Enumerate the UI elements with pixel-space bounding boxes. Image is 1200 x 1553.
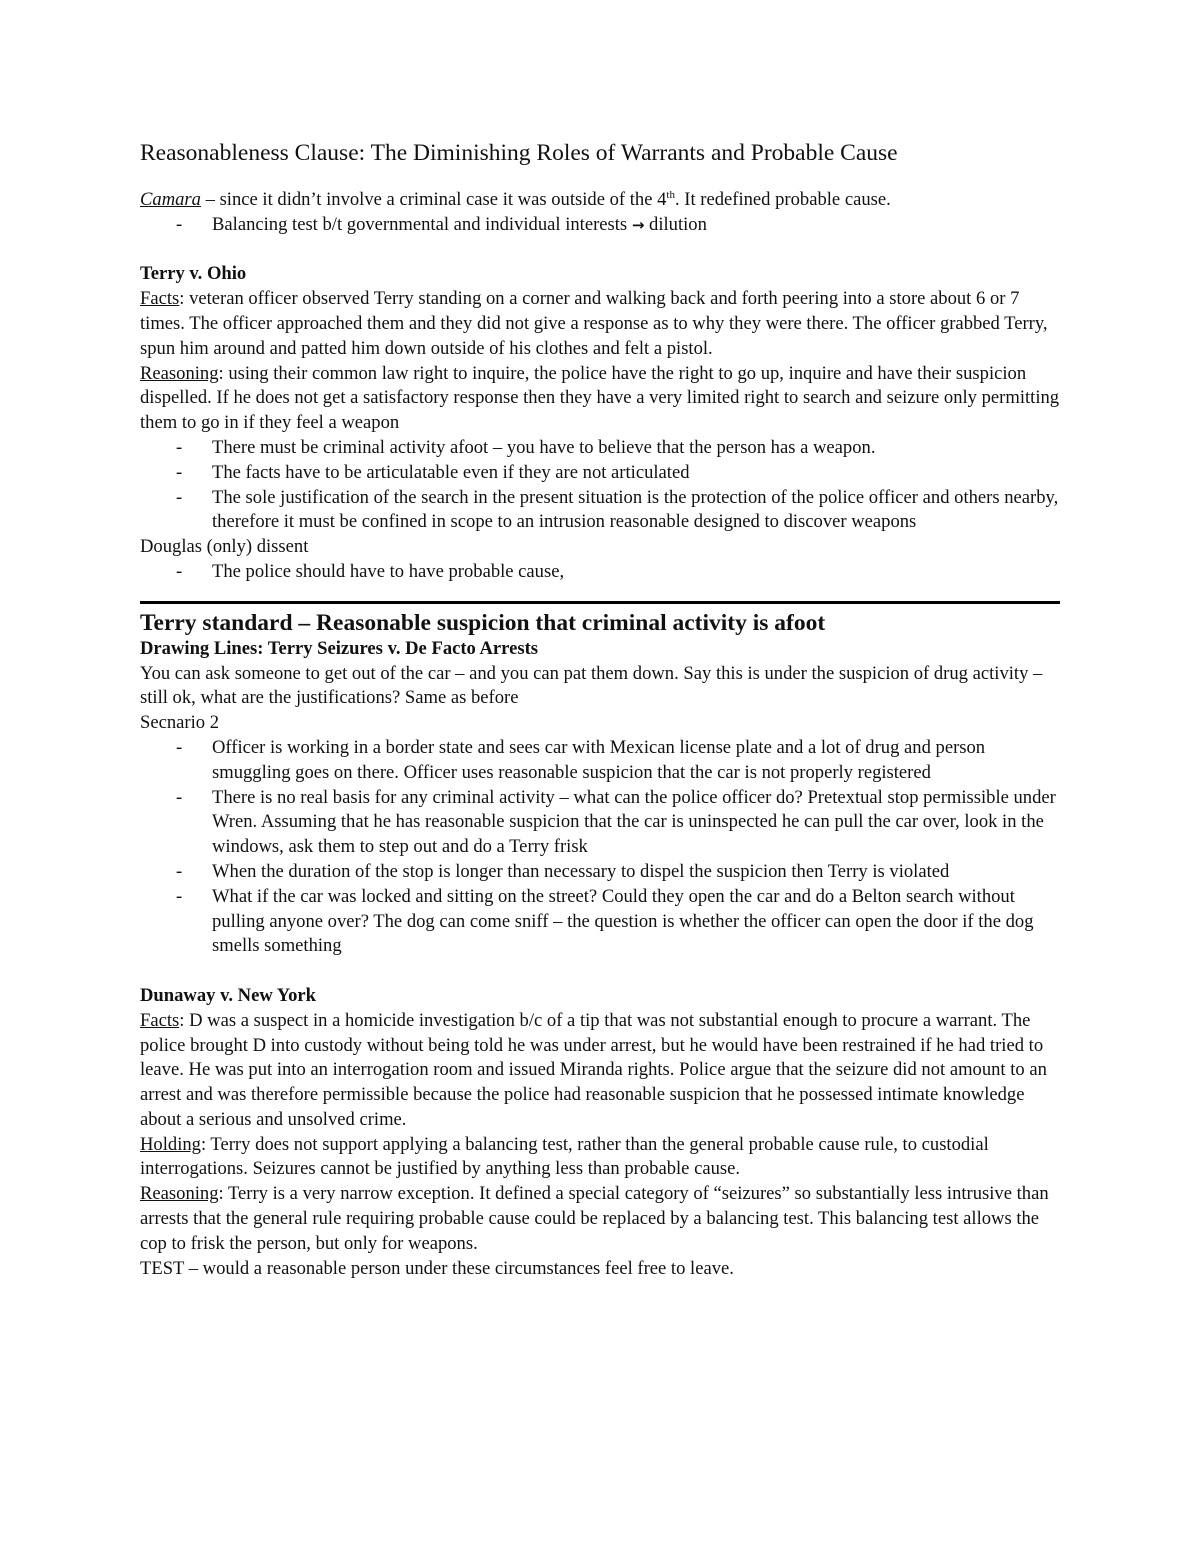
- holding-text: : Terry does not support applying a balancing test, rather than the general probable cause rule, to custodial interrogations. Seizures cannot be justified by anything less than probable cause.: [140, 1133, 989, 1180]
- terry-reasoning: [140, 362, 1060, 436]
- drawing-lines-subheading: Drawing Lines: Terry Seizures v. De Facto Arrests: [140, 637, 538, 659]
- bullet-text-end: dilution: [644, 213, 707, 235]
- dunaway-facts: [140, 1009, 1060, 1133]
- list-item: - When the duration of the stop is longer than necessary to dispel the suspicion then Terry is violated: [212, 860, 1060, 885]
- terry-standard-heading: Terry standard – Reasonable suspicion that criminal activity is afoot: [140, 609, 826, 636]
- camara-text: – since it didn’t involve a criminal case it was outside of the 4: [200, 189, 667, 210]
- dunaway-test: TEST – would a reasonable person under these circumstances feel free to leave.: [140, 1257, 734, 1279]
- spacer: [140, 238, 1060, 263]
- terry-dissent: Douglas (only) dissent: [140, 536, 309, 558]
- camara-text-end: . It redefined probable cause.: [674, 189, 891, 210]
- ordinal-suffix: th: [666, 188, 675, 201]
- list-item: - There is no real basis for any criminal activity – what can the police officer do? Pretextual stop permissible under Wren. Assuming that he has reasonable suspicion that the car is uninspected he can pull the car over, look in the windows, ask them to step out and do a Terry frisk: [212, 786, 1060, 860]
- dunaway-heading: Dunaway v. New York: [140, 984, 316, 1006]
- list-item: - What if the car was locked and sitting on the street? Could they open the car and do a Belton search without pulling anyone over? The dog can come sniff – the question is whether the officer can open the door if the dog smells something: [212, 885, 1060, 959]
- bullet-text: Balancing test b/t governmental and individual interests: [212, 213, 632, 235]
- list-item: - The facts have to be articulatable even if they are not articulated: [212, 461, 1060, 486]
- reasoning-label: Reasoning: [140, 362, 219, 384]
- terry-heading: Terry v. Ohio: [140, 263, 247, 285]
- list-item: - The sole justification of the search in the present situation is the protection of the police officer and others nearby, therefore it must be confined in scope to an intrusion reasonable designed to discover weapons: [212, 486, 1060, 536]
- facts-label: Facts: [140, 1009, 180, 1031]
- list-item: - Officer is working in a border state and sees car with Mexican license plate and a lot of drug and person smuggling goes on there. Officer uses reasonable suspicion that the car is not properly registered: [212, 736, 1060, 786]
- facts-text: : veteran officer observed Terry standing on a corner and walking back and forth peering into a store about 6 or 7 times. The officer approached them and they did not give a response as to why they were there. The officer grabbed Terry, spun him around and patted him down outside of his clothes and felt a pistol.: [140, 288, 1048, 359]
- reasoning-label: Reasoning: [140, 1183, 219, 1205]
- document-title: Reasonableness Clause: The Diminishing Roles of Warrants and Probable Cause: [140, 140, 898, 166]
- terry-facts: [140, 287, 1060, 361]
- dunaway-reasoning: [140, 1182, 1060, 1256]
- reasoning-text: : using their common law right to inquire, the police have the right to go up, inquire and have their suspicion dispelled. If he does not get a satisfactory response then they have a very limited right to search and seizure only permitting them to go in if they feel a weapon: [140, 362, 1060, 434]
- dissent-bullets: [140, 560, 1060, 585]
- standard-paragraph: You can ask someone to get out of the car – and you can pat them down. Say this is under the suspicion of drug activity – still ok, what are the justifications? Same as before: [140, 662, 1043, 709]
- spacer: [140, 959, 1060, 984]
- list-item: - The police should have to have probable cause,: [212, 560, 1060, 585]
- reasoning-text: : Terry is a very narrow exception. It defined a special category of “seizures” so substantially less intrusive than arrests that the general rule requiring probable cause could be replaced by a balancing test. This balancing test allows the cop to frisk the person, but only for weapons.: [140, 1183, 1049, 1254]
- list-item: [212, 213, 1060, 238]
- right-arrow-icon: →: [631, 215, 645, 234]
- scenario-label: Secnario 2: [140, 712, 219, 734]
- dunaway-holding: [140, 1133, 1060, 1183]
- scenario-bullets: [140, 736, 1060, 959]
- section-divider: [140, 601, 1060, 604]
- terry-bullets: [140, 436, 1060, 535]
- facts-label: Facts: [140, 288, 180, 310]
- camara-case-name: Camara: [140, 189, 201, 210]
- holding-label: Holding: [140, 1133, 201, 1155]
- facts-text: : D was a suspect in a homicide investigation b/c of a tip that was not substantial enough to procure a warrant. The police brought D into custody without being told he was under arrest, but he would have been restrained if he had tried to leave. He was put into an interrogation room and issued Miranda rights. Police argue that the seizure did not amount to an arrest and was therefore permissible because the police had reasonable suspicion that he possessed intimate knowledge about a serious and unsolved crime.: [140, 1009, 1047, 1130]
- camara-paragraph: [140, 188, 1060, 213]
- document-page: [140, 138, 1060, 1281]
- camara-bullets: [140, 213, 1060, 238]
- list-item: - There must be criminal activity afoot – you have to believe that the person has a weapon.: [212, 436, 1060, 461]
